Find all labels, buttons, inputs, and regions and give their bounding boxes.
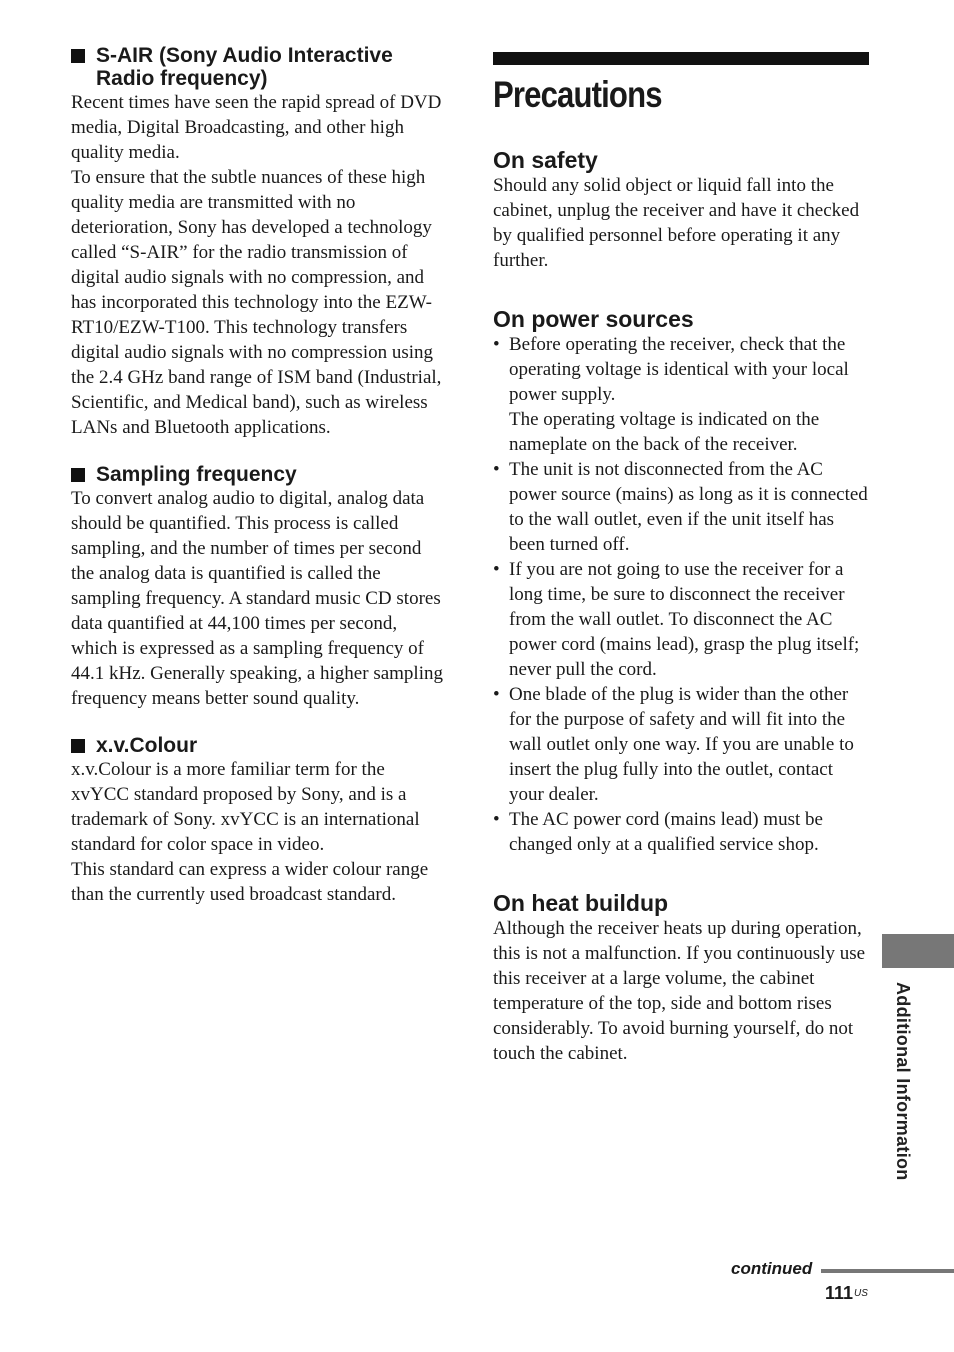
xvcolour-heading: x.v.Colour — [71, 734, 447, 757]
sampling-body — [71, 486, 447, 711]
bullet-dot-icon: • — [493, 334, 500, 355]
list-item: • The unit is not disconnected from the AC power source (mains) as long as it is connected to the wall outlet, even if the unit itself has been turned off. — [493, 459, 868, 555]
sair-heading — [71, 44, 447, 90]
power-heading: On power sources — [493, 306, 694, 332]
xvcolour-paragraph-2: This standard can express a wider colour range than the currently used broadcast standard. — [71, 859, 429, 905]
list-item: • One blade of the plug is wider than the other for the purpose of safety and will fit into the wall outlet only one way. If you are unable to insert the plug fully into the outlet, contact your dealer. — [493, 684, 854, 805]
safety-paragraph: Should any solid object or liquid fall into the cabinet, unplug the receiver and have it checked by qualified personnel before operating it any further. — [493, 175, 860, 271]
square-bullet-icon — [71, 468, 85, 482]
square-bullet-icon — [71, 739, 85, 753]
sampling-section — [71, 463, 447, 711]
xvcolour-body — [71, 757, 447, 907]
safety-section — [493, 147, 869, 273]
right-column — [493, 52, 869, 1066]
heat-section — [493, 890, 869, 1066]
page-title: Precautions — [493, 74, 662, 115]
xvcolour-paragraph-1: x.v.Colour is a more familiar term for the xvYCC standard proposed by Sony, and is a trademark of Sony. xvYCC is an international standard for color space in video. — [71, 759, 420, 855]
side-section-label: Additional Information — [893, 982, 913, 1181]
sair-body — [71, 90, 447, 440]
xvcolour-section — [71, 734, 447, 907]
bullet-dot-icon: • — [493, 684, 500, 705]
continued-rule — [821, 1269, 954, 1273]
sair-heading-line2: Radio frequency) — [96, 67, 268, 90]
square-bullet-icon — [71, 49, 85, 63]
page-number: $111^{US}$ — [825, 1283, 868, 1303]
bullet-dot-icon: • — [493, 559, 500, 580]
sampling-heading: Sampling frequency — [71, 463, 447, 486]
power-bullet-list — [493, 332, 869, 857]
safety-heading: On safety — [493, 147, 598, 173]
list-item: • Before operating the receiver, check that the operating voltage is identical with your local power supply. The operating voltage is indicated on the nameplate on the back of the receiver. — [493, 334, 849, 455]
title-rule — [493, 52, 869, 65]
page-suffix: US — [854, 1288, 868, 1299]
power-section — [493, 306, 869, 857]
sampling-paragraph: To convert analog audio to digital, analog data should be quantified. This process is called sampling, and the number of times per second the analog data is quantified is called the sampling frequency. A standard music CD stores data quantified at 44,100 times per second, which is expressed as a sampling frequency of 44.1 kHz. Generally speaking, a higher sampling frequency means better sound quality. — [71, 488, 443, 709]
sair-section — [71, 44, 447, 440]
section-tab-marker — [882, 934, 954, 968]
sair-paragraph-2: To ensure that the subtle nuances of these high quality media are transmitted with no deterioration, Sony has developed a technology called “S-AIR” for the radio transmission of digital audio signals with no compression, and has incorporated this technology into the EZW-RT10/EZW-T100. This technology transfers digital audio signals with no compression using the 2.4 GHz band range of ISM band (Industrial, Scientific, and Medical band), such as wireless LANs and Bluetooth applications. — [71, 167, 442, 438]
list-item: • The AC power cord (mains lead) must be changed only at a qualified service shop. — [493, 809, 823, 855]
bullet-dot-icon: • — [493, 459, 500, 480]
bullet-dot-icon: • — [493, 809, 500, 830]
sair-paragraph-1: Recent times have seen the rapid spread of DVD media, Digital Broadcasting, and other high quality media. — [71, 92, 442, 163]
heat-paragraph: Although the receiver heats up during operation, this is not a malfunction. If you continuously use this receiver at a large volume, the cabinet temperature of the top, side and bottom rises considerably. To avoid burning yourself, do not touch the cabinet. — [493, 918, 866, 1064]
left-column — [71, 44, 447, 907]
list-item: • If you are not going to use the receiver for a long time, be sure to disconnect the receiver from the wall outlet. To disconnect the AC power cord (mains lead), grasp the plug itself; never pull the cord. — [493, 559, 860, 680]
heat-heading: On heat buildup — [493, 890, 669, 916]
sair-heading-line1: S-AIR (Sony Audio Interactive — [96, 44, 393, 67]
continued-label: continued — [731, 1259, 813, 1278]
